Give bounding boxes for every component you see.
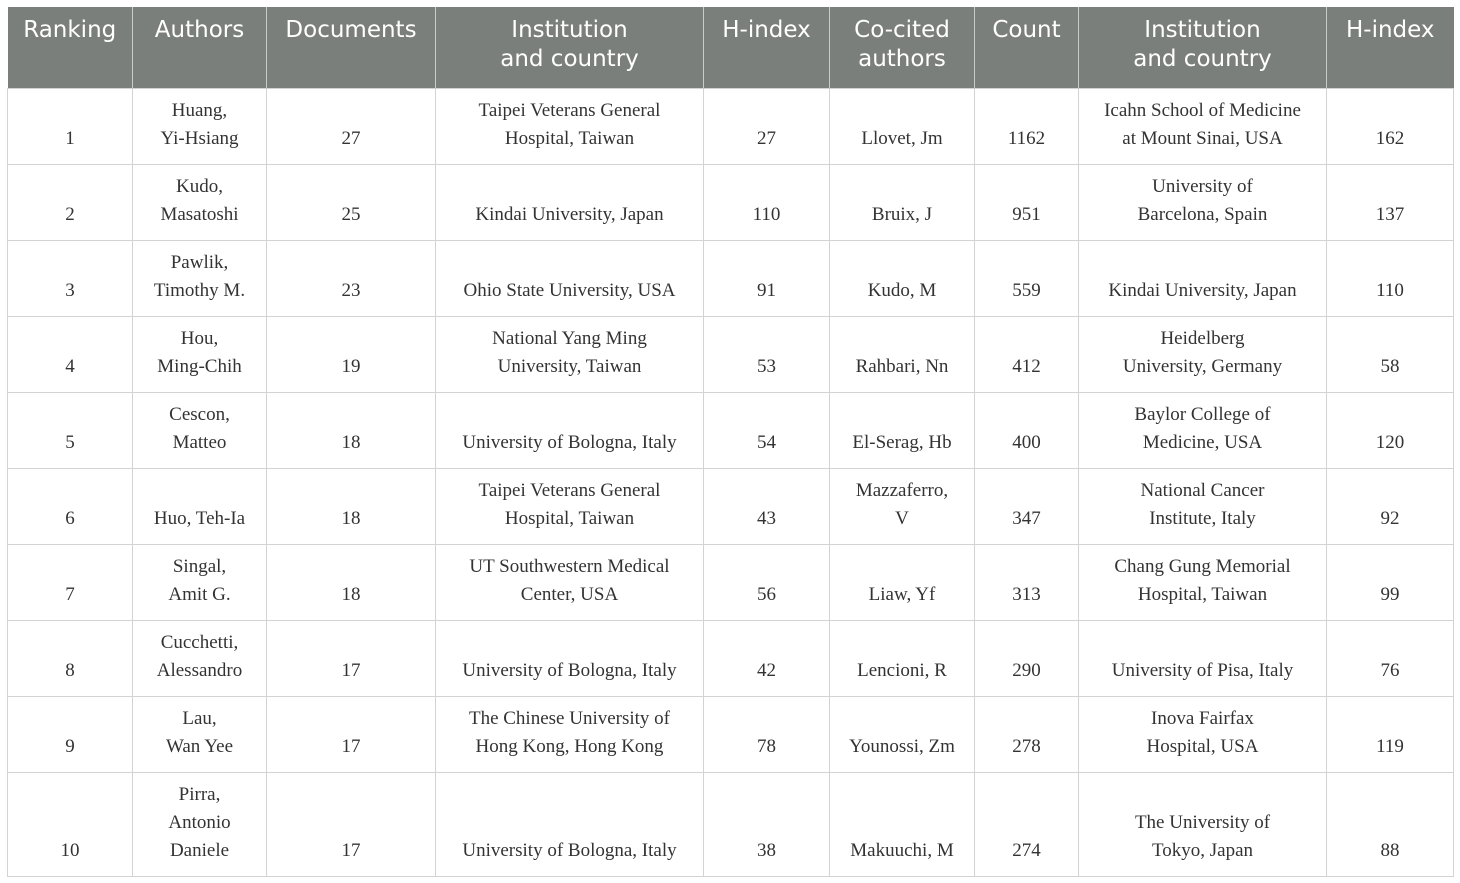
cell-cocited-h-index: 58 <box>1327 316 1454 392</box>
cell-ranking: 8 <box>8 620 133 696</box>
cell-institution: Kindai University, Japan <box>436 164 704 240</box>
table-header <box>8 7 1454 88</box>
cell-author: Kudo, Masatoshi <box>133 164 267 240</box>
cell-h-index: 27 <box>704 88 830 164</box>
cell-ranking: 6 <box>8 468 133 544</box>
table-row <box>8 88 1454 164</box>
cell-cocited-institution: Baylor College of Medicine, USA <box>1079 392 1327 468</box>
cell-cocited-institution: Kindai University, Japan <box>1079 240 1327 316</box>
cell-cocited-institution: Icahn School of Medicine at Mount Sinai, USA <box>1079 88 1327 164</box>
header-cocited-institution-country: Institution and country <box>1079 7 1327 88</box>
cell-author: Huo, Teh-Ia <box>133 468 267 544</box>
cell-cocited-institution: Inova Fairfax Hospital, USA <box>1079 696 1327 772</box>
header-cocited-authors: Co-cited authors <box>830 7 975 88</box>
cell-ranking: 5 <box>8 392 133 468</box>
cell-h-index: 91 <box>704 240 830 316</box>
cell-h-index: 56 <box>704 544 830 620</box>
cell-ranking: 7 <box>8 544 133 620</box>
cell-ranking: 3 <box>8 240 133 316</box>
cell-ranking: 4 <box>8 316 133 392</box>
header-row <box>8 7 1454 88</box>
cell-cocited-h-index: 120 <box>1327 392 1454 468</box>
cell-count: 290 <box>975 620 1079 696</box>
cell-documents: 18 <box>267 544 436 620</box>
table-body <box>8 88 1454 876</box>
cell-cocited-institution: University of Barcelona, Spain <box>1079 164 1327 240</box>
header-documents: Documents <box>267 7 436 88</box>
cell-cocited-author: Llovet, Jm <box>830 88 975 164</box>
cell-institution: Taipei Veterans General Hospital, Taiwan <box>436 468 704 544</box>
cell-ranking: 2 <box>8 164 133 240</box>
authors-table <box>7 7 1454 877</box>
cell-documents: 18 <box>267 468 436 544</box>
cell-author: Lau, Wan Yee <box>133 696 267 772</box>
cell-cocited-h-index: 88 <box>1327 772 1454 876</box>
cell-cocited-author: Liaw, Yf <box>830 544 975 620</box>
header-institution-country: Institution and country <box>436 7 704 88</box>
cell-documents: 17 <box>267 620 436 696</box>
cell-institution: National Yang Ming University, Taiwan <box>436 316 704 392</box>
cell-cocited-author: Kudo, M <box>830 240 975 316</box>
table-row <box>8 772 1454 876</box>
cell-count: 274 <box>975 772 1079 876</box>
cell-h-index: 38 <box>704 772 830 876</box>
cell-cocited-institution: University of Pisa, Italy <box>1079 620 1327 696</box>
cell-documents: 18 <box>267 392 436 468</box>
cell-count: 951 <box>975 164 1079 240</box>
cell-h-index: 53 <box>704 316 830 392</box>
table-row <box>8 392 1454 468</box>
cell-cocited-author: El-Serag, Hb <box>830 392 975 468</box>
cell-h-index: 78 <box>704 696 830 772</box>
cell-count: 400 <box>975 392 1079 468</box>
cell-author: Hou, Ming-Chih <box>133 316 267 392</box>
header-authors: Authors <box>133 7 267 88</box>
cell-cocited-institution: National Cancer Institute, Italy <box>1079 468 1327 544</box>
cell-institution: Taipei Veterans General Hospital, Taiwan <box>436 88 704 164</box>
header-count: Count <box>975 7 1079 88</box>
cell-cocited-h-index: 110 <box>1327 240 1454 316</box>
table-row <box>8 240 1454 316</box>
table-row <box>8 316 1454 392</box>
cell-ranking: 10 <box>8 772 133 876</box>
cell-count: 412 <box>975 316 1079 392</box>
header-ranking: Ranking <box>8 7 133 88</box>
cell-h-index: 42 <box>704 620 830 696</box>
cell-count: 347 <box>975 468 1079 544</box>
cell-cocited-h-index: 92 <box>1327 468 1454 544</box>
table-row <box>8 164 1454 240</box>
cell-count: 1162 <box>975 88 1079 164</box>
table-row <box>8 620 1454 696</box>
cell-ranking: 9 <box>8 696 133 772</box>
cell-cocited-institution: The University of Tokyo, Japan <box>1079 772 1327 876</box>
cell-cocited-author: Makuuchi, M <box>830 772 975 876</box>
cell-cocited-author: Younossi, Zm <box>830 696 975 772</box>
cell-institution: University of Bologna, Italy <box>436 620 704 696</box>
cell-institution: UT Southwestern Medical Center, USA <box>436 544 704 620</box>
cell-institution: Ohio State University, USA <box>436 240 704 316</box>
cell-cocited-h-index: 137 <box>1327 164 1454 240</box>
cell-cocited-institution: Chang Gung Memorial Hospital, Taiwan <box>1079 544 1327 620</box>
cell-cocited-author: Mazzaferro, V <box>830 468 975 544</box>
table-row <box>8 696 1454 772</box>
cell-cocited-h-index: 76 <box>1327 620 1454 696</box>
cell-institution: The Chinese University of Hong Kong, Hong Kong <box>436 696 704 772</box>
cell-documents: 27 <box>267 88 436 164</box>
cell-institution: University of Bologna, Italy <box>436 392 704 468</box>
cell-author: Pawlik, Timothy M. <box>133 240 267 316</box>
cell-cocited-institution: Heidelberg University, Germany <box>1079 316 1327 392</box>
table-row <box>8 468 1454 544</box>
cell-cocited-author: Rahbari, Nn <box>830 316 975 392</box>
header-h-index: H-index <box>704 7 830 88</box>
cell-author: Cucchetti, Alessandro <box>133 620 267 696</box>
cell-documents: 17 <box>267 772 436 876</box>
header-cocited-h-index: H-index <box>1327 7 1454 88</box>
cell-cocited-author: Lencioni, R <box>830 620 975 696</box>
cell-count: 313 <box>975 544 1079 620</box>
cell-h-index: 43 <box>704 468 830 544</box>
cell-author: Huang, Yi-Hsiang <box>133 88 267 164</box>
cell-author: Cescon, Matteo <box>133 392 267 468</box>
cell-count: 559 <box>975 240 1079 316</box>
cell-documents: 17 <box>267 696 436 772</box>
cell-cocited-h-index: 119 <box>1327 696 1454 772</box>
cell-documents: 19 <box>267 316 436 392</box>
table-row <box>8 544 1454 620</box>
cell-documents: 23 <box>267 240 436 316</box>
cell-author: Pirra, Antonio Daniele <box>133 772 267 876</box>
cell-count: 278 <box>975 696 1079 772</box>
cell-cocited-h-index: 99 <box>1327 544 1454 620</box>
cell-h-index: 54 <box>704 392 830 468</box>
cell-documents: 25 <box>267 164 436 240</box>
cell-h-index: 110 <box>704 164 830 240</box>
cell-author: Singal, Amit G. <box>133 544 267 620</box>
cell-cocited-author: Bruix, J <box>830 164 975 240</box>
cell-ranking: 1 <box>8 88 133 164</box>
cell-cocited-h-index: 162 <box>1327 88 1454 164</box>
cell-institution: University of Bologna, Italy <box>436 772 704 876</box>
